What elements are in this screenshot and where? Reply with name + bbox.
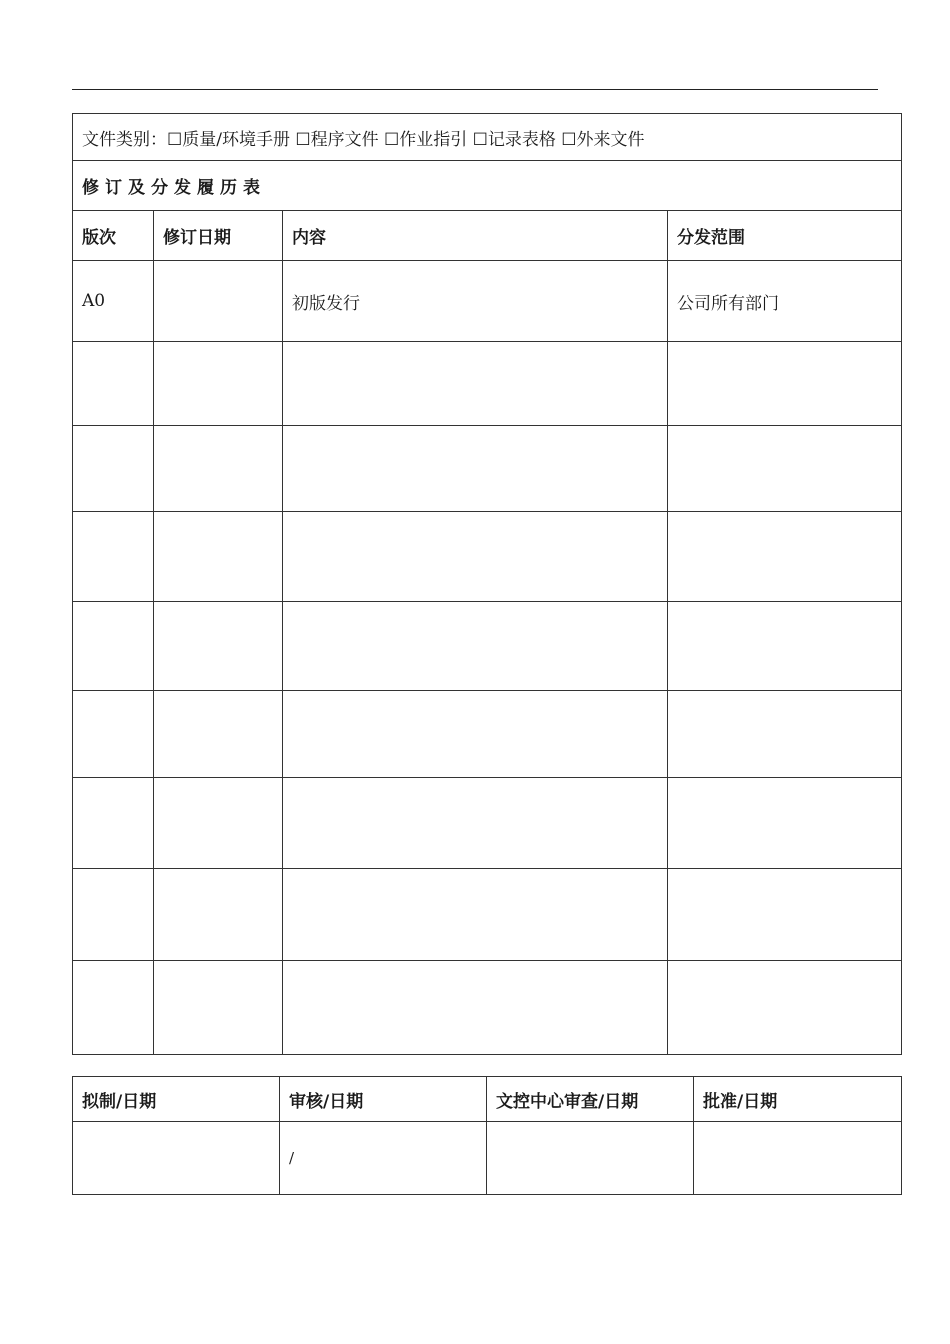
version-cell [73, 602, 154, 691]
content-cell: 初版发行 [283, 261, 668, 342]
version-cell [73, 512, 154, 602]
scope-cell [668, 691, 902, 778]
file-category: 文件类别：☐质量/环境手册 ☐程序文件 ☐作业指引 ☐记录表格 ☐外来文件 [73, 114, 902, 161]
date-cell [154, 961, 283, 1055]
scope-cell: 公司所有部门 [668, 261, 902, 342]
version-cell [73, 778, 154, 869]
column-header-version: 版次 [73, 211, 154, 261]
table-row [73, 778, 902, 869]
scope-cell [668, 778, 902, 869]
doc-control-review-date-header: 文控中心审查/日期 [487, 1077, 694, 1122]
date-cell [154, 869, 283, 961]
table-row [73, 602, 902, 691]
table-row [73, 961, 902, 1055]
table-row [73, 261, 902, 342]
drafter-date-field[interactable] [73, 1122, 280, 1195]
content-cell [283, 691, 668, 778]
header-rule [72, 89, 878, 90]
approver-date-header: 批准/日期 [694, 1077, 902, 1122]
column-header-content: 内容 [283, 211, 668, 261]
doc-control-review-date-field[interactable] [487, 1122, 694, 1195]
reviewer-date-header: 审核/日期 [280, 1077, 487, 1122]
column-header-scope: 分发范围 [668, 211, 902, 261]
table-row [73, 691, 902, 778]
version-cell [73, 426, 154, 512]
revision-history-table [72, 113, 902, 1055]
history-title: 修订及分发履历表 [73, 161, 902, 211]
scope-cell [668, 602, 902, 691]
content-cell [283, 426, 668, 512]
scope-cell [668, 512, 902, 602]
content-cell [283, 342, 668, 426]
column-header-date: 修订日期 [154, 211, 283, 261]
version-cell [73, 961, 154, 1055]
content-cell [283, 512, 668, 602]
signoff-header-row [73, 1077, 902, 1122]
column-header-row [73, 211, 902, 261]
table-row [73, 869, 902, 961]
date-cell [154, 261, 283, 342]
content-cell [283, 602, 668, 691]
content-cell [283, 778, 668, 869]
version-cell [73, 869, 154, 961]
date-cell [154, 691, 283, 778]
date-cell [154, 602, 283, 691]
table-row [73, 512, 902, 602]
signoff-table [72, 1076, 902, 1195]
date-cell [154, 342, 283, 426]
version-cell [73, 691, 154, 778]
date-cell [154, 426, 283, 512]
content-cell [283, 961, 668, 1055]
version-cell [73, 342, 154, 426]
history-title-row [73, 161, 902, 211]
scope-cell [668, 342, 902, 426]
signoff-value-row [73, 1122, 902, 1195]
scope-cell [668, 961, 902, 1055]
scope-cell [668, 869, 902, 961]
drafter-date-header: 拟制/日期 [73, 1077, 280, 1122]
version-cell: A0 [73, 261, 154, 342]
file-category-row [73, 114, 902, 161]
date-cell [154, 512, 283, 602]
approver-date-field[interactable] [694, 1122, 902, 1195]
date-cell [154, 778, 283, 869]
table-row [73, 342, 902, 426]
content-cell [283, 869, 668, 961]
reviewer-date-field[interactable]: / [280, 1122, 487, 1195]
scope-cell [668, 426, 902, 512]
table-row [73, 426, 902, 512]
